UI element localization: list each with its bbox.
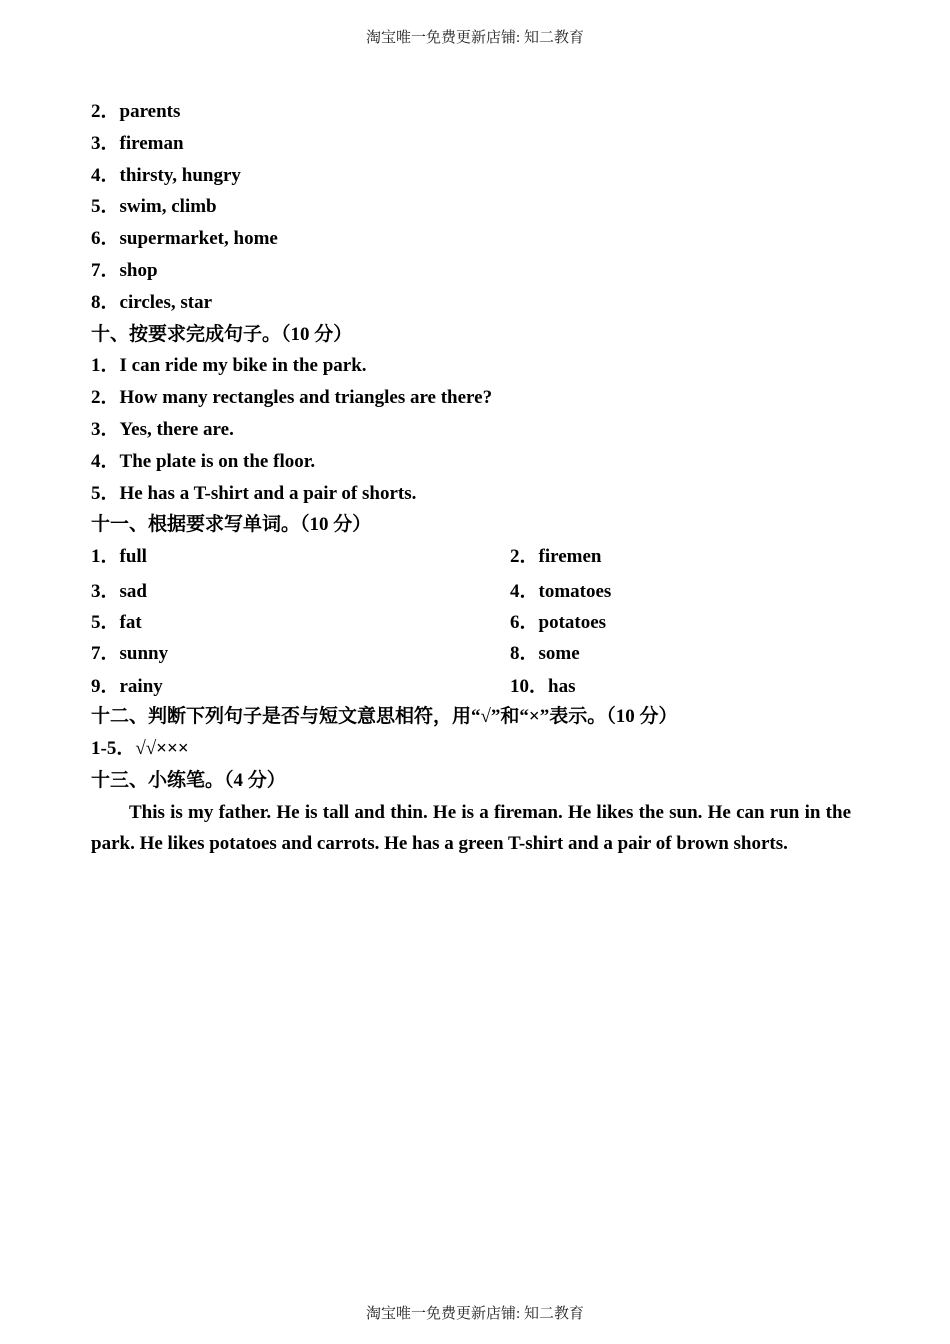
section-12-title: 十二、判断下列句子是否与短文意思相符，用“√”和“×”表示。（10 分） — [91, 706, 678, 728]
list-item: 1．I can ride my bike in the park. — [91, 355, 367, 377]
section-11-title: 十一、根据要求写单词。（10 分） — [91, 514, 372, 536]
list-item: 5．swim, climb — [91, 196, 217, 218]
writing-paragraph: This is my father. He is tall and thin. He is a fireman. He likes the sun. He can run in the park. He likes potatoes and carrots. He has a green T-shirt and a pair of brown shorts. — [91, 801, 851, 855]
list-item: 4．thirsty, hungry — [91, 164, 241, 186]
answer-list-top — [91, 96, 859, 319]
list-item: 8．circles, star — [91, 291, 213, 313]
list-item: 3．fireman — [91, 132, 184, 154]
table-row: 1．full 2．firemen — [91, 546, 602, 568]
answer-content — [91, 96, 859, 860]
list-item: 6．supermarket, home — [91, 228, 278, 250]
table-row: 5．fat 6．potatoes — [91, 612, 607, 634]
list-item: 5．He has a T-shirt and a pair of shorts. — [91, 482, 417, 504]
section-12-answer: 1-5．√√××× — [91, 737, 189, 759]
page-header: 淘宝唯一免费更新店铺: 知二教育 — [366, 30, 584, 46]
table-row: 9．rainy 10．has — [91, 676, 576, 698]
list-item: 7．shop — [91, 259, 158, 281]
section-10-title: 十、按要求完成句子。（10 分） — [91, 323, 353, 345]
section-13-title: 十三、小练笔。（4 分） — [91, 769, 286, 791]
page-footer: 淘宝唯一免费更新店铺: 知二教育 — [366, 1306, 584, 1322]
list-item: 2．parents — [91, 101, 181, 122]
section-11-grid — [91, 541, 859, 701]
list-item: 2．How many rectangles and triangles are there? — [91, 387, 493, 409]
list-item: 4．The plate is on the floor. — [91, 450, 316, 472]
table-row: 7．sunny 8．some — [91, 643, 580, 665]
list-item: 3．Yes, there are. — [91, 418, 234, 440]
table-row: 3．sad 4．tomatoes — [91, 581, 612, 603]
section-10-list — [91, 350, 859, 509]
